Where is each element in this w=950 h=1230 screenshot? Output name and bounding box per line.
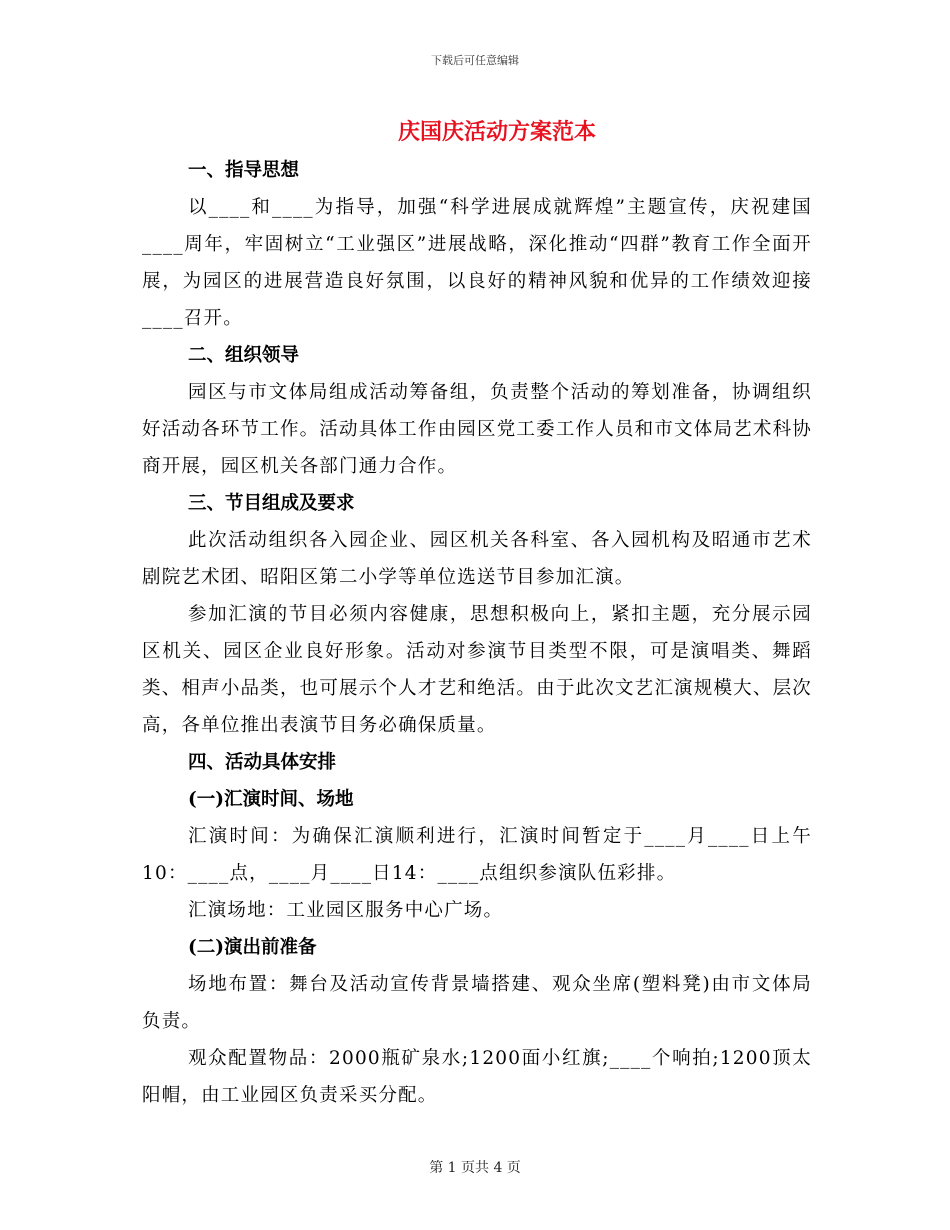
page-header: 下载后可任意编辑 — [431, 54, 519, 67]
section-heading: 三、节目组成及要求 — [188, 493, 355, 514]
subsection-heading: (二)演出前准备 — [188, 937, 317, 958]
paragraph: 汇演场地：工业园区服务中心广场。 — [188, 900, 504, 921]
paragraph: 观众配置物品：2000瓶矿泉水;1200面小红旗;____个响拍;1200顶太阳帽，由工业园区负责采买分配。 — [142, 1048, 812, 1106]
section-heading: 四、活动具体安排 — [188, 752, 337, 773]
document-body — [142, 112, 812, 1114]
document-title: 庆国庆活动方案范本 — [397, 119, 596, 145]
section-heading: 一、指导思想 — [188, 160, 300, 181]
paragraph: 此次活动组织各入园企业、园区机关各科室、各入园机构及昭通市艺术剧院艺术团、昭阳区第二小学等单位选送节目参加汇演。 — [142, 530, 812, 588]
paragraph: 场地布置：舞台及活动宣传背景墙搭建、观众坐席(塑料凳)由市文体局负责。 — [142, 974, 812, 1032]
paragraph: 参加汇演的节目必须内容健康，思想积极向上，紧扣主题，充分展示园区机关、园区企业良好形象。活动对参演节目类型不限，可是演唱类、舞蹈类、相声小品类，也可展示个人才艺和绝活。由于此次文艺汇演规模大、层次高，各单位推出表演节目务必确保质量。 — [142, 604, 812, 736]
page-footer: 第 1 页共 4 页 — [429, 1160, 521, 1176]
paragraph: 以____和____为指导，加强“科学进展成就辉煌”主题宣传，庆祝建国____周年，牢固树立“工业强区”进展战略，深化推动“四群”教育工作全面开展，为园区的进展营造良好氛围，以良好的精神风貌和优异的工作绩效迎接____召开。 — [142, 197, 812, 329]
subsection-heading: (一)汇演时间、场地 — [188, 789, 354, 810]
paragraph: 汇演时间：为确保汇演顺利进行，汇演时间暂定于____月____日上午10：____点，____月____日14：____点组织参演队伍彩排。 — [142, 826, 812, 884]
section-heading: 二、组织领导 — [188, 345, 300, 366]
paragraph: 园区与市文体局组成活动筹备组，负责整个活动的筹划准备，协调组织好活动各环节工作。活动具体工作由园区党工委工作人员和市文体局艺术科协商开展，园区机关各部门通力合作。 — [142, 382, 812, 477]
